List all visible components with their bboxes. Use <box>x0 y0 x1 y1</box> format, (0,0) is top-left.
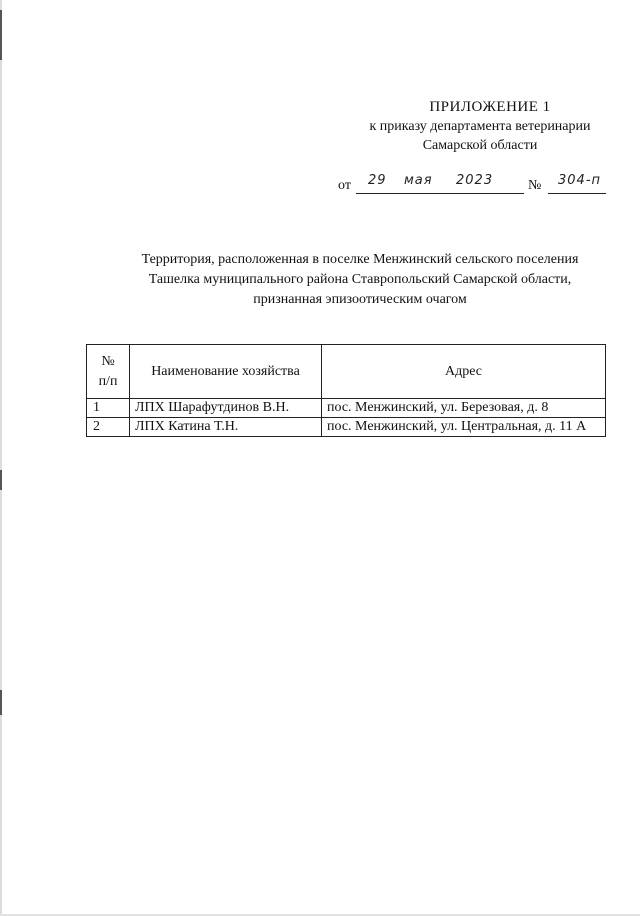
table-header-row <box>87 345 606 399</box>
table-row <box>87 418 606 437</box>
header-num-top: № <box>101 353 115 369</box>
header-owner: Наименование хозяйства <box>130 345 322 399</box>
date-underline <box>356 193 524 194</box>
order-number-label: № <box>528 178 542 193</box>
farm-table <box>86 344 606 437</box>
header-num-bottom: п/п <box>98 373 118 389</box>
order-day: 29 <box>368 173 387 188</box>
order-year: 2023 <box>456 173 494 188</box>
document-heading <box>60 250 640 310</box>
scan-left-edge <box>0 0 2 916</box>
appendix-block <box>340 98 620 155</box>
heading-line-3: признанная эпизоотическим очагом <box>253 292 467 307</box>
table-row <box>87 399 606 418</box>
row-address: пос. Менжинский, ул. Березовая, д. 8 <box>322 399 606 418</box>
row-address: пос. Менжинский, ул. Центральная, д. 11 А <box>322 418 606 437</box>
scan-edge-mark <box>0 690 2 715</box>
appendix-order-ref: к приказу департамента ветеринарии <box>369 119 591 134</box>
header-num <box>87 345 130 399</box>
number-underline <box>548 193 606 194</box>
scan-edge-mark <box>0 10 2 60</box>
scan-edge-mark <box>0 470 2 490</box>
row-num: 1 <box>87 399 130 418</box>
order-number: 304-п <box>558 173 602 188</box>
row-owner: ЛПХ Катина Т.Н. <box>130 418 322 437</box>
heading-line-1: Территория, расположенная в поселке Менжинский сельского поселения <box>141 252 579 267</box>
appendix-region: Самарской области <box>422 138 538 153</box>
order-from-label: от <box>338 178 351 193</box>
header-address: Адрес <box>322 345 606 399</box>
row-num: 2 <box>87 418 130 437</box>
order-month: мая <box>404 173 433 188</box>
appendix-title: ПРИЛОЖЕНИЕ 1 <box>429 99 551 115</box>
heading-line-2: Ташелка муниципального района Ставропольский Самарской области, <box>148 272 572 287</box>
order-date-number <box>338 173 618 198</box>
row-owner: ЛПХ Шарафутдинов В.Н. <box>130 399 322 418</box>
